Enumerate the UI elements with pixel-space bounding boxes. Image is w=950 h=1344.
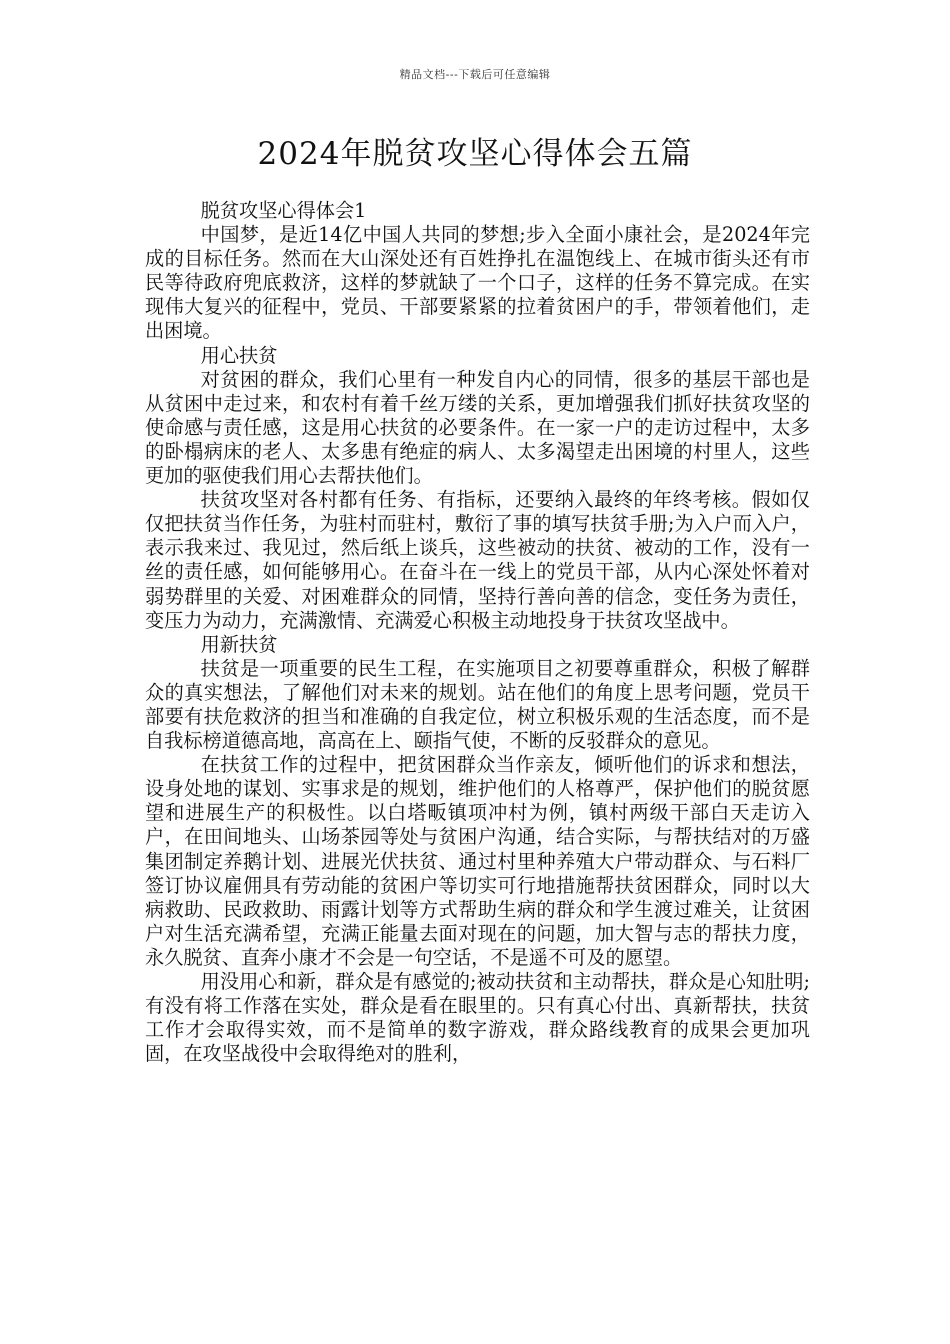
body-paragraph: 扶贫是一项重要的民生工程，在实施项目之初要尊重群众，积极了解群众的真实想法，了解他们对未来的规划。站在他们的角度上思考问题，党员干部要有扶危救济的担当和准确的自我定位，树立积极乐观的生活态度，而不是自我标榜道德高地，高高在上、颐指气使，不断的反驳群众的意见。 bbox=[145, 656, 810, 753]
document-body bbox=[145, 199, 810, 1066]
body-paragraph: 用没用心和新，群众是有感觉的;被动扶贫和主动帮扶，群众是心知肚明;有没有将工作落在实处，群众是看在眼里的。只有真心付出、真新帮扶，扶贫工作才会取得实效，而不是简单的数字游戏，群众路线教育的成果会更加巩固，在攻坚战役中会取得绝对的胜利， bbox=[145, 970, 810, 1066]
section-subheading-heart: 用心扶贫 bbox=[200, 343, 278, 367]
body-paragraph: 在扶贫工作的过程中，把贫困群众当作亲友，倾听他们的诉求和想法，设身处地的谋划、实事求是的规划，维护他们的人格尊严，保护他们的脱贫愿望和进展生产的积极性。以白塔畈镇项冲村为例，镇村两级干部白天走访入户，在田间地头、山场茶园等处与贫困户沟通，结合实际，与帮扶结对的万盛集团制定养鹅计划、进展光伏扶贫、通过村里种养殖大户带动群众、与石料厂签订协议雇佣具有劳动能的贫困户等切实可行地措施帮扶贫困群众，同时以大病救助、民政救助、雨露计划等方式帮助生病的群众和学生渡过难关，让贫困户对生活充满希望，充满正能量去面对现在的问题，加大智与志的帮扶力度，永久脱贫、直奔小康才不会是一句空话，不是遥不可及的愿望。 bbox=[145, 753, 810, 969]
section-heading-1: 脱贫攻坚心得体会1 bbox=[200, 199, 367, 222]
document-header-note: 精品文档---下载后可任意编辑 bbox=[399, 68, 551, 81]
section-subheading-new: 用新扶贫 bbox=[200, 632, 278, 656]
document-title: 2024年脱贫攻坚心得体会五篇 bbox=[257, 136, 693, 172]
body-paragraph: 对贫困的群众，我们心里有一种发自内心的同情，很多的基层干部也是从贫困中走过来，和农村有着千丝万缕的关系，更加增强我们抓好扶贫攻坚的使命感与责任感，这是用心扶贫的必要条件。在一家一户的走访过程中，太多的卧榻病床的老人、太多患有绝症的病人、太多渴望走出困境的村里人，这些更加的驱使我们用心去帮扶他们。 bbox=[145, 367, 810, 488]
body-paragraph: 中国梦，是近14亿中国人共同的梦想;步入全面小康社会，是2024年完成的目标任务。然而在大山深处还有百姓挣扎在温饱线上、在城市街头还有市民等待政府兜底救济，这样的梦就缺了一个口子，这样的任务不算完成。在实现伟大复兴的征程中，党员、干部要紧紧的拉着贫困户的手，带领着他们，走出困境。 bbox=[145, 223, 810, 343]
body-paragraph: 扶贫攻坚对各村都有任务、有指标，还要纳入最终的年终考核。假如仅仅把扶贫当作任务，为驻村而驻村，敷衍了事的填写扶贫手册;为入户而入户，表示我来过、我见过，然后纸上谈兵，这些被动的扶贫、被动的工作，没有一丝的责任感，如何能够用心。在奋斗在一线上的党员干部，从内心深处怀着对弱势群里的关爱、对困难群众的同情，坚持行善向善的信念，变任务为责任，变压力为动力，充满激情、充满爱心积极主动地投身于扶贫攻坚战中。 bbox=[145, 488, 810, 632]
